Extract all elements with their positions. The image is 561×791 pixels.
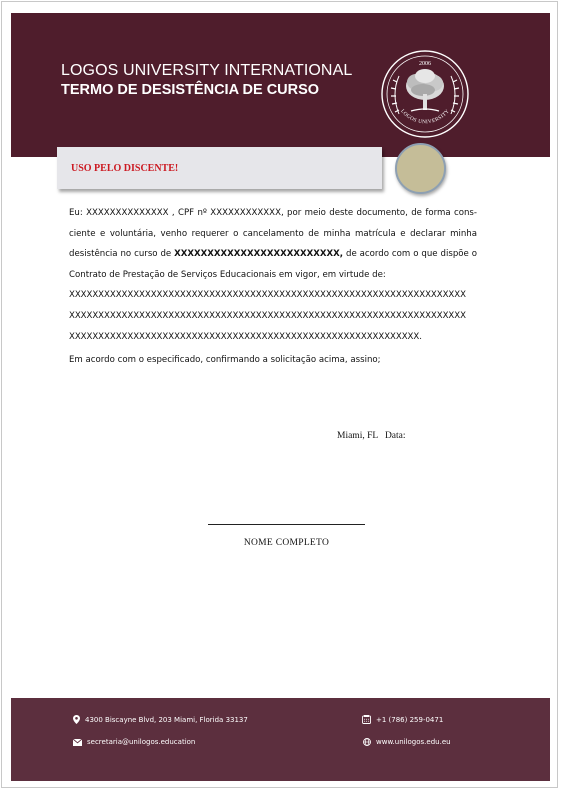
envelope-icon (73, 739, 82, 746)
reason-line-1: XXXXXXXXXXXXXXXXXXXXXXXXXXXXXXXXXXXXXXXXXXXXXXXXXXXXXXXXXXXXXXXXXXXX (69, 290, 466, 301)
declaration-paragraph (69, 203, 477, 285)
footer-address (73, 715, 248, 724)
footer-website (363, 738, 451, 746)
full-name-label: NOME COMPLETO (243, 538, 330, 548)
student-use-label: USO PELO DISCENTE! (71, 163, 179, 174)
reason-line-3: XXXXXXXXXXXXXXXXXXXXXXXXXXXXXXXXXXXXXXXXXXXXXXXXXXXXXXXXXXXX. (69, 331, 422, 342)
footer-phone (362, 715, 443, 724)
signature-line (208, 524, 365, 525)
student-use-box (57, 147, 382, 189)
seal-text: LOGOS UNIVERSITY (399, 108, 451, 126)
phone-icon (362, 715, 371, 724)
declaration-text (69, 203, 477, 347)
declaration-intro: Eu: XXXXXXXXXXXXXX , CPF nº XXXXXXXXXXXX, por meio deste documento, de forma cons-ciente e voluntária, venho requerer o cancelamento de minha matrícula e declarar minha desistência no curso de (69, 208, 477, 260)
globe-icon (363, 738, 371, 746)
email-text: secretaria@unilogos.education (87, 738, 196, 746)
university-name: LOGOS UNIVERSITY INTERNATIONAL (61, 62, 353, 79)
footer-email (73, 738, 195, 746)
header-band (11, 13, 550, 157)
confirmation-text: Em acordo com o especificado, confirmando a solicitação acima, assino; (69, 355, 381, 365)
footer-band (11, 698, 550, 781)
location-pin-icon (73, 715, 80, 724)
phone-text: +1 (786) 259-0471 (376, 715, 444, 724)
university-seal (377, 34, 473, 146)
place-date: Miami, FL Data: (337, 431, 406, 441)
course-field: XXXXXXXXXXXXXXXXXXXXXXXXX, (174, 249, 344, 260)
website-text: www.unilogos.edu.eu (376, 738, 451, 746)
tree-icon (406, 69, 444, 111)
address-text: 4300 Biscayne Blvd, 203 Miami, Florida 33137 (85, 715, 248, 724)
decorative-circle (395, 143, 446, 194)
seal-year: 2006 (419, 61, 431, 67)
declaration-contract: de acordo com o que dispõe o Contrato de Prestação de Serviços Educacionais em vigor, em virtude de: (69, 249, 477, 280)
document-title: TERMO DE DESISTÊNCIA DE CURSO (61, 82, 320, 98)
reason-line-2: XXXXXXXXXXXXXXXXXXXXXXXXXXXXXXXXXXXXXXXXXXXXXXXXXXXXXXXXXXXXXXXXXXXX (69, 310, 466, 321)
